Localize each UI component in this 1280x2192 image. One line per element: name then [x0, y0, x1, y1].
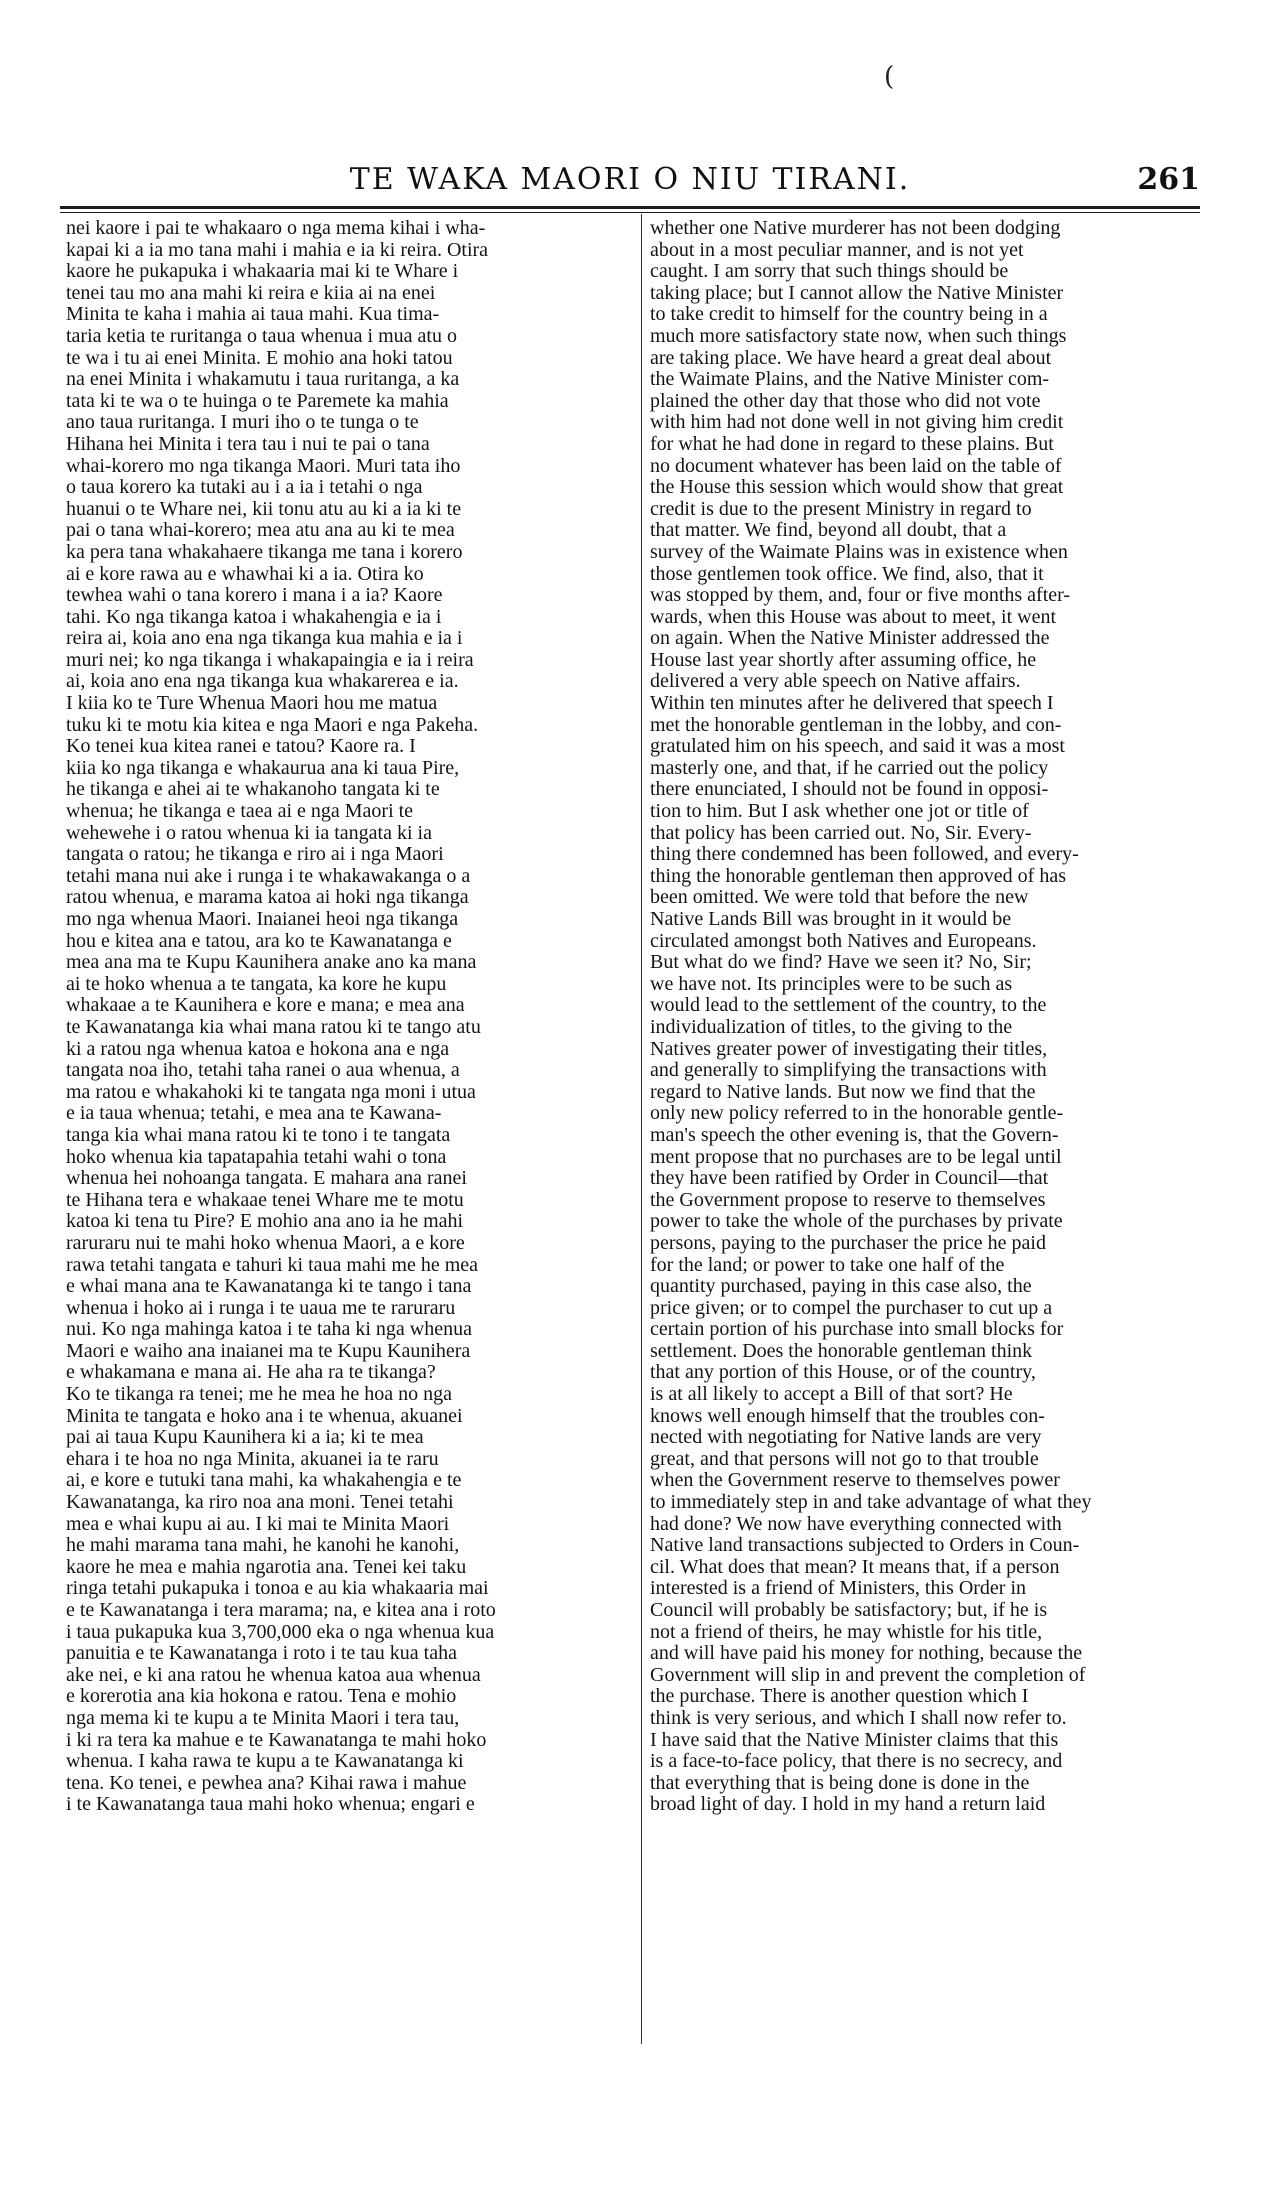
text-line: Hihana hei Minita i tera tau i nui te pai o tana	[66, 433, 430, 455]
text-line: i ki ra tera ka mahue e te Kawanatanga te mahi hoko	[66, 1729, 487, 1751]
text-line: huanui o te Whare nei, kii tonu atu au ki a ia ki te	[66, 498, 462, 520]
text-line: Natives greater power of investigating their titles,	[650, 1038, 1048, 1060]
text-line: Ko te tikanga ra tenei; me he mea he hoa no nga	[66, 1384, 452, 1406]
text-line: ano taua ruritanga. I muri iho o te tunga o te	[66, 412, 419, 434]
text-line: credit is due to the present Ministry in regard to	[650, 498, 1032, 520]
text-line: think is very serious, and which I shall now refer to.	[650, 1707, 1067, 1729]
text-line: tangata o ratou; he tikanga e riro ai i nga Maori	[66, 844, 444, 866]
text-line: Maori e waiho ana inaianei ma te Kupu Kaunihera	[66, 1340, 471, 1362]
text-line: tangata noa iho, tetahi taha ranei o aua whenua, a	[66, 1060, 460, 1082]
text-line: knows well enough himself that the troubles con-	[650, 1405, 1045, 1427]
text-line: whenua. I kaha rawa te kupu a te Kawanatanga ki	[66, 1751, 464, 1773]
text-line: kiia ko nga tikanga e whakaurua ana ki taua Pire,	[66, 757, 460, 779]
text-line: there enunciated, I should not be found in opposi-	[650, 779, 1049, 801]
text-line: power to take the whole of the purchases by private	[650, 1211, 1063, 1233]
margin-mark: (	[884, 62, 895, 92]
text-line: caught. I am sorry that such things should be	[650, 261, 1009, 283]
text-line: survey of the Waimate Plains was in existence when	[650, 541, 1068, 563]
text-line: e ia taua whenua; tetahi, e mea ana te Kawana-	[66, 1103, 442, 1125]
text-line: Minita te kaha i mahia ai taua mahi. Kua tima-	[66, 304, 440, 326]
text-line: ma ratou e whakahoki ki te tangata nga moni i utua	[66, 1081, 476, 1103]
text-line: certain portion of his purchase into small blocks for	[650, 1319, 1064, 1341]
text-line: Native land transactions subjected to Orders in Coun-	[650, 1535, 1080, 1557]
text-line: regard to Native lands. But now we find that the	[650, 1081, 1036, 1103]
text-line: on again. When the Native Minister addressed the	[650, 628, 1050, 650]
text-line: with him had not done well in not giving him credit	[650, 412, 1064, 434]
text-line: not a friend of theirs, he may whistle for his title,	[650, 1621, 1043, 1643]
running-title: TE WAKA MAORI O NIU TIRANI.	[349, 162, 911, 197]
text-line: i taua pukapuka kua 3,700,000 eka o nga whenua kua	[66, 1621, 495, 1643]
text-line: the Government propose to reserve to themselves	[650, 1189, 1046, 1211]
text-line: te Hihana tera e whakaae tenei Whare me te motu	[66, 1189, 464, 1211]
text-line: is at all likely to accept a Bill of that sort? He	[650, 1384, 1013, 1406]
text-line: he tikanga e ahei ai te whakanoho tangata ki te	[66, 779, 440, 801]
text-line: kapai ki a ia mo tana mahi i mahia e ia ki reira. Otira	[66, 239, 489, 261]
left-column-maori	[66, 218, 634, 1816]
text-line: would lead to the settlement of the country, to the	[650, 995, 1047, 1017]
text-line: hou e kitea ana e tatou, ara ko te Kawanatanga e	[66, 930, 452, 952]
text-line: taking place; but I cannot allow the Native Minister	[650, 282, 1064, 304]
text-line: interested is a friend of Ministers, this Order in	[650, 1578, 1027, 1600]
text-line: had done? We now have everything connected with	[650, 1513, 1062, 1535]
text-line: no document whatever has been laid on the table of	[650, 455, 1062, 477]
text-line: cil. What does that mean? It means that, if a person	[650, 1556, 1060, 1578]
text-line: that matter. We find, beyond all doubt, that a	[650, 520, 1007, 542]
text-line: tetahi mana nui ake i runga i te whakawakanga o a	[66, 865, 471, 887]
text-line: panuitia e te Kawanatanga i roto i te tau kua taha	[66, 1643, 457, 1665]
text-line: Kawanatanga, ka riro noa ana moni. Tenei tetahi	[66, 1492, 454, 1514]
text-line: those gentlemen took office. We find, also, that it	[650, 563, 1044, 585]
text-line: to immediately step in and take advantage of what they	[650, 1492, 1092, 1514]
text-line: tahi. Ko nga tikanga katoa i whakahengia e ia i	[66, 606, 442, 628]
text-line: quantity purchased, paying in this case also, the	[650, 1276, 1032, 1298]
text-line: hoko whenua kia tapatapahia tetahi wahi o tona	[66, 1146, 447, 1168]
text-line: e whakamana e mana ai. He aha ra te tikanga?	[66, 1362, 436, 1384]
text-line: settlement. Does the honorable gentleman think	[650, 1340, 1033, 1362]
text-line: kaore he mea e mahia ngarotia ana. Tenei kei taku	[66, 1556, 467, 1578]
text-line: for what he had done in regard to these plains. But	[650, 433, 1054, 455]
text-line: are taking place. We have heard a great deal about	[650, 347, 1052, 369]
text-line: whenua; he tikanga e taea ai e nga Maori te	[66, 801, 414, 823]
text-line: nui. Ko nga mahinga katoa i te taha ki nga whenua	[66, 1319, 472, 1341]
text-line: they have been ratified by Order in Council—that	[650, 1168, 1049, 1190]
text-line: I have said that the Native Minister claims that this	[650, 1729, 1059, 1751]
text-line: ai te hoko whenua a te tangata, ka kore he kupu	[66, 973, 447, 995]
text-line: we have not. Its principles were to be such as	[650, 973, 1013, 995]
text-line: he mahi marama tana mahi, he kanohi he kanohi,	[66, 1535, 460, 1557]
text-line: that any portion of this House, or of the country,	[650, 1362, 1036, 1384]
text-line: ment propose that no purchases are to be legal until	[650, 1146, 1062, 1168]
text-line: te Kawanatanga kia whai mana ratou ki te tango atu	[66, 1016, 481, 1038]
text-line: Council will probably be satisfactory; but, if he is	[650, 1600, 1048, 1621]
text-line: whenua hei nohoanga tangata. E mahara ana ranei	[66, 1168, 467, 1190]
text-line: pai o tana whai-korero; mea atu ana au ki te mea	[66, 520, 455, 542]
text-line: for the land; or power to take one half of the	[650, 1254, 1005, 1276]
header-rule-thin	[60, 212, 1200, 213]
text-line: ratou whenua, e marama katoa ai hoki nga tikanga	[66, 887, 469, 909]
text-line: na enei Minita i whakamutu i taua ruritanga, a ka	[66, 369, 460, 391]
text-line: tata ki te wa o te huinga o te Paremete ka mahia	[66, 390, 449, 412]
text-line: tion to him. But I ask whether one jot or title of	[650, 801, 1029, 823]
text-line: muri nei; ko nga tikanga i whakapaingia e ia i reira	[66, 649, 474, 671]
text-line: thing there condemned has been followed, and every-	[650, 844, 1079, 866]
text-line: ai, e kore e tutuki tana mahi, ka whakahengia e te	[66, 1470, 462, 1492]
text-line: tena. Ko tenei, e pewhea ana? Kihai rawa i mahue	[66, 1772, 467, 1794]
text-line: nei kaore i pai te whakaaro o nga mema kihai i wha-	[66, 218, 486, 239]
text-line: tenei tau mo ana mahi ki reira e kiia ai na enei	[66, 282, 436, 304]
header-rule-thick	[60, 206, 1200, 209]
text-line: mea ana ma te Kupu Kaunihera anake ano ka mana	[66, 952, 477, 974]
text-line: katoa ki tena tu Pire? E mohio ana ano ia he mahi	[66, 1211, 464, 1233]
text-line: ehara i te hoa no nga Minita, akuanei ia te raru	[66, 1448, 439, 1470]
text-line: mo nga whenua Maori. Inaianei heoi nga tikanga	[66, 909, 459, 930]
text-line: mea e whai kupu ai au. I ki mai te Minita Maori	[66, 1513, 450, 1535]
text-line: been omitted. We were told that before the new	[650, 887, 1029, 909]
text-line: whenua i hoko ai i runga i te uaua me te raruraru	[66, 1297, 456, 1319]
text-line: taria ketia te ruritanga o taua whenua i mua atu o	[66, 325, 457, 347]
text-line: price given; or to compel the purchaser to cut up a	[650, 1297, 1053, 1319]
page-header	[60, 162, 1200, 202]
text-line: ringa tetahi pukapuka i tonoa e au kia whakaaria mai	[66, 1578, 489, 1600]
text-line: whether one Native murderer has not been dodging	[650, 218, 1061, 239]
text-line: ki a ratou nga whenua katoa e hokona ana e nga	[66, 1038, 450, 1060]
text-line: tanga kia whai mana ratou ki te tono i te tangata	[66, 1124, 451, 1146]
text-line: ka pera tana whakahaere tikanga me tana i korero	[66, 541, 463, 563]
text-line: I kiia ko te Ture Whenua Maori hou me matua	[66, 693, 438, 715]
text-line: e te Kawanatanga i tera marama; na, e kitea ana i roto	[66, 1600, 496, 1621]
text-line: thing the honorable gentleman then approved of has	[650, 865, 1066, 887]
text-line: much more satisfactory state now, when such things	[650, 325, 1067, 347]
text-line: ake nei, e ki ana ratou he whenua katoa aua whenua	[66, 1664, 481, 1686]
text-line: rawa tetahi tangata e tahuri ki taua mahi me he mea	[66, 1254, 479, 1276]
text-line: Government will slip in and prevent the completion of	[650, 1664, 1086, 1686]
text-line: i te Kawanatanga taua mahi hoko whenua; engari e	[66, 1794, 475, 1816]
text-line: persons, paying to the purchaser the price he paid	[650, 1232, 1046, 1254]
text-line: ai e kore rawa au e whawhai ki a ia. Otira ko	[66, 563, 424, 585]
text-line: tuku ki te motu kia kitea e nga Maori e nga Pakeha.	[66, 714, 479, 736]
text-line: Within ten minutes after he delivered that speech I	[650, 693, 1054, 715]
text-line: the purchase. There is another question which I	[650, 1686, 1029, 1708]
text-line: wards, when this House was about to meet, it went	[650, 606, 1057, 628]
text-line: masterly one, and that, if he carried out the policy	[650, 757, 1049, 779]
text-line: and generally to simplifying the transactions with	[650, 1060, 1047, 1082]
text-line: man's speech the other evening is, that the Govern-	[650, 1124, 1059, 1146]
text-line: broad light of day. I hold in my hand a return laid	[650, 1794, 1046, 1816]
text-line: House last year shortly after assuming office, he	[650, 649, 1037, 671]
text-line: whakaae a te Kaunihera e kore e mana; e mea ana	[66, 995, 465, 1017]
text-line: But what do we find? Have we seen it? No, Sir;	[650, 952, 1032, 974]
text-line: when the Government reserve to themselves power	[650, 1470, 1060, 1492]
text-line: was stopped by them, and, four or five months after-	[650, 585, 1071, 607]
column-divider	[641, 214, 642, 2044]
text-line: pai ai taua Kupu Kaunihera ki a ia; ki te mea	[66, 1427, 424, 1449]
text-line: reira ai, koia ano ena nga tikanga kua mahia e ia i	[66, 628, 463, 650]
text-line: e whai mana ana te Kawanatanga ki te tango i tana	[66, 1276, 472, 1298]
text-line: met the honorable gentleman in the lobby, and con-	[650, 714, 1062, 736]
text-line: Native Lands Bill was brought in it would be	[650, 909, 1012, 930]
text-line: wehewehe i o ratou whenua ki ia tangata ki ia	[66, 822, 432, 844]
text-line: delivered a very able speech on Native affairs.	[650, 671, 1021, 693]
text-line: o taua korero ka tutaki au i a ia i tetahi o nga	[66, 477, 423, 499]
text-line: whai-korero mo nga tikanga Maori. Muri tata iho	[66, 455, 461, 477]
text-line: Minita te tangata e hoko ana i te whenua, akuanei	[66, 1405, 463, 1427]
text-line: is a face-to-face policy, that there is no secrecy, and	[650, 1751, 1063, 1773]
text-line: ai, koia ano ena nga tikanga kua whakarerea e ia.	[66, 671, 459, 693]
text-line: great, and that persons will not go to that trouble	[650, 1448, 1039, 1470]
text-line: that policy has been carried out. No, Sir. Every-	[650, 822, 1032, 844]
text-line: the House this session which would show that great	[650, 477, 1064, 499]
text-line: nga mema ki te kupu a te Minita Maori i tera tau,	[66, 1707, 460, 1729]
text-line: individualization of titles, to the giving to the	[650, 1016, 1013, 1038]
text-line: only new policy referred to in the honorable gentle-	[650, 1103, 1064, 1125]
text-line: kaore he pukapuka i whakaaria mai ki te Whare i	[66, 261, 459, 283]
text-line: about in a most peculiar manner, and is not yet	[650, 239, 1024, 261]
text-line: gratulated him on his speech, and said it was a most	[650, 736, 1065, 758]
text-line: the Waimate Plains, and the Native Minister com-	[650, 369, 1050, 391]
page-number: 261	[1137, 162, 1200, 197]
text-line: and will have paid his money for nothing, because the	[650, 1643, 1083, 1665]
text-line: plained the other day that those who did not vote	[650, 390, 1041, 412]
text-line: e korerotia ana kia hokona e ratou. Tena e mohio	[66, 1686, 457, 1708]
text-line: te wa i tu ai enei Minita. E mohio ana hoki tatou	[66, 347, 453, 369]
text-line: circulated amongst both Natives and Europeans.	[650, 930, 1037, 952]
text-line: to take credit to himself for the country being in a	[650, 304, 1048, 326]
text-line: tewhea wahi o tana korero i mana i a ia? Kaore	[66, 585, 443, 607]
text-line: raruraru nui te mahi hoko whenua Maori, a e kore	[66, 1232, 465, 1254]
right-column-english	[650, 218, 1200, 1816]
text-line: that everything that is being done is done in the	[650, 1772, 1030, 1794]
text-line: Ko tenei kua kitea ranei e tatou? Kaore ra. I	[66, 736, 416, 758]
text-line: nected with negotiating for Native lands are very	[650, 1427, 1042, 1449]
